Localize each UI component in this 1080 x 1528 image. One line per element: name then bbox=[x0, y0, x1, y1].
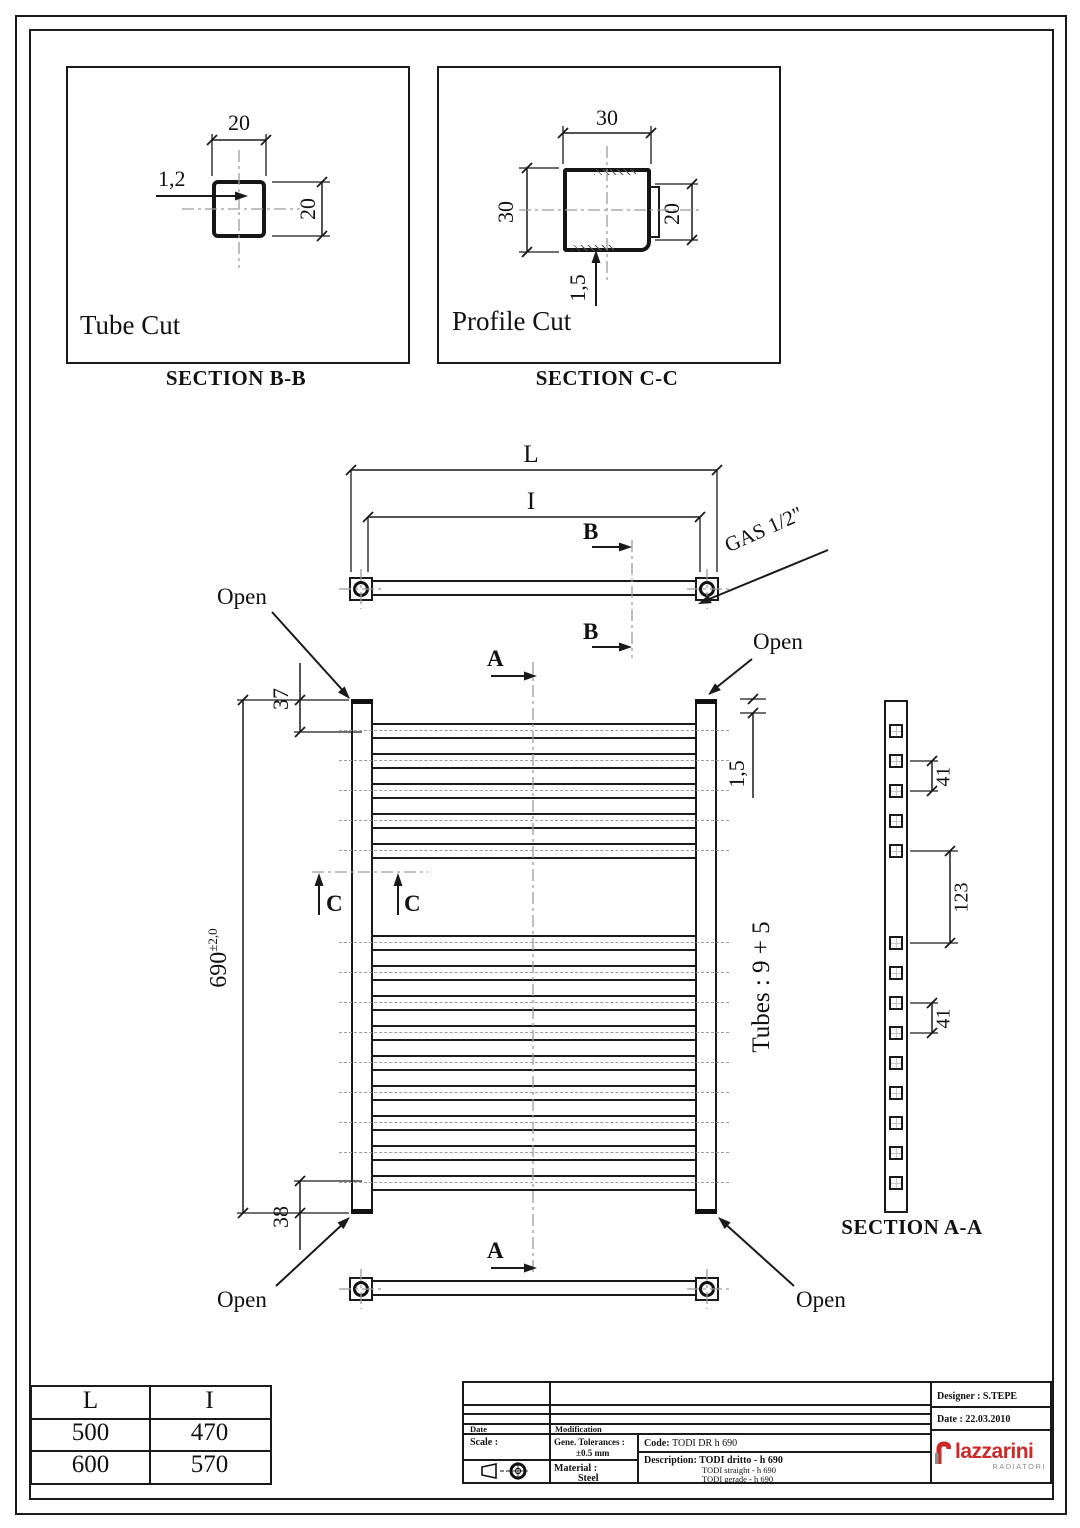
section-a-top-label: A bbox=[487, 646, 504, 671]
bb-wall-label: 1,2 bbox=[158, 166, 186, 191]
size-table-row: 500 bbox=[71, 1419, 110, 1446]
section-a-bottom-label: A bbox=[487, 1238, 504, 1263]
open-label-top-right: Open bbox=[753, 629, 803, 654]
logo-icon bbox=[934, 1440, 951, 1468]
section-b-bottom-label: B bbox=[583, 619, 599, 644]
bb-dim-top: 20 bbox=[228, 110, 250, 135]
section-b-arrow bbox=[619, 643, 632, 652]
tb-designer: Designer : S.TEPE bbox=[937, 1391, 1018, 1402]
gas-connection-label: GAS 1/2" bbox=[720, 501, 807, 558]
tubes-count-note: Tubes : 9 + 5 bbox=[748, 921, 775, 1053]
logo-text: lazzarini bbox=[955, 1440, 1034, 1463]
tube-cut-title: Tube Cut bbox=[80, 310, 181, 340]
tb-material-value: Steel bbox=[578, 1473, 599, 1484]
aa-dim-41-top: 41 bbox=[932, 766, 955, 787]
tb-scale-label: Scale : bbox=[470, 1437, 499, 1448]
tb-hline-designer bbox=[930, 1406, 1050, 1408]
cc-dim-left: 30 bbox=[493, 201, 518, 223]
tb-description-line2: TODI straight - h 690 bbox=[702, 1465, 776, 1475]
height-value: 690 bbox=[206, 951, 232, 988]
tb-material-label: Material : bbox=[554, 1463, 598, 1474]
leader-line bbox=[702, 550, 828, 602]
aa-dim-41-bottom: 41 bbox=[932, 1008, 955, 1029]
dim-wall-front-label: 1,5 bbox=[724, 760, 749, 788]
tb-tolerance-label: Gene. Tolerances : bbox=[554, 1437, 625, 1447]
aa-dim-123: 123 bbox=[950, 882, 973, 913]
wall-leader-arrow bbox=[592, 250, 601, 263]
size-table-row: 570 bbox=[190, 1451, 229, 1478]
tb-vline-b bbox=[637, 1433, 639, 1482]
projection-symbol-icon bbox=[476, 1462, 538, 1480]
tb-hline-4 bbox=[464, 1433, 930, 1435]
tb-description-line1: TODI dritto - h 690 bbox=[699, 1455, 783, 1466]
size-table bbox=[30, 1385, 272, 1485]
profile-cut-title: Profile Cut bbox=[452, 306, 572, 336]
tb-code-value: TODI DR h 690 bbox=[672, 1438, 738, 1449]
logo-gray-bar bbox=[935, 1453, 939, 1464]
tb-code-label: Code: bbox=[644, 1438, 670, 1449]
tb-description-label: Description: bbox=[644, 1455, 697, 1466]
section-b-top-label: B bbox=[583, 519, 599, 544]
section-a-arrow bbox=[524, 672, 537, 681]
title-block bbox=[462, 1381, 1052, 1484]
dim-I-label: I bbox=[526, 488, 536, 515]
tb-tolerance-value: ±0.5 mm bbox=[576, 1448, 610, 1458]
section-bb-caption: SECTION B-B bbox=[165, 366, 307, 390]
projection-cone bbox=[482, 1464, 496, 1478]
leader-line bbox=[272, 612, 346, 694]
gas-leader-arrow bbox=[698, 595, 712, 604]
section-b-arrow bbox=[619, 543, 632, 552]
section-c-arrow bbox=[394, 873, 403, 886]
tb-hline-1 bbox=[464, 1404, 930, 1406]
tb-hline-2 bbox=[464, 1413, 930, 1415]
section-cc-caption: SECTION C-C bbox=[535, 366, 679, 390]
tb-hline-scale bbox=[464, 1459, 637, 1461]
size-table-header-l: L bbox=[82, 1387, 99, 1414]
tb-doc-date: Date : 22.03.2010 bbox=[937, 1414, 1011, 1425]
open-label-bottom-left: Open bbox=[217, 1287, 267, 1312]
cc-wall-label: 1,5 bbox=[565, 274, 590, 302]
tb-hline-date bbox=[930, 1429, 1050, 1431]
tb-vline-c bbox=[930, 1383, 932, 1482]
section-a-arrow bbox=[524, 1264, 537, 1273]
open-label-top-left: Open bbox=[217, 584, 267, 609]
logo-red-curl bbox=[939, 1444, 949, 1464]
section-c-arrow bbox=[315, 873, 324, 886]
height-tolerance: ±2,0 bbox=[205, 928, 220, 952]
cc-dim-right: 20 bbox=[659, 203, 684, 225]
section-c-right-label: C bbox=[404, 891, 421, 916]
leader-line bbox=[722, 1221, 794, 1286]
wall-leader-arrow bbox=[235, 192, 248, 201]
leader-line bbox=[276, 1221, 346, 1286]
section-c-left-label: C bbox=[326, 891, 343, 916]
tb-date-label: Date bbox=[470, 1424, 487, 1434]
logo-subtext: RADIATORI bbox=[992, 1462, 1046, 1471]
bb-dim-right: 20 bbox=[295, 198, 320, 220]
company-logo bbox=[934, 1438, 1046, 1478]
tb-description-line3: TODI gerade - h 690 bbox=[702, 1474, 774, 1484]
size-table-row: 600 bbox=[71, 1451, 110, 1478]
size-table-row: 470 bbox=[190, 1419, 229, 1446]
dim-38-label: 38 bbox=[268, 1206, 293, 1228]
dim-37-label: 37 bbox=[268, 688, 293, 710]
dim-L-label: L bbox=[523, 441, 539, 468]
leader-line bbox=[712, 659, 752, 691]
tb-code bbox=[644, 1438, 737, 1449]
open-label-bottom-right: Open bbox=[796, 1287, 846, 1312]
tb-modification-label: Modification bbox=[555, 1424, 602, 1434]
tb-hline-3 bbox=[464, 1423, 930, 1425]
section-aa-caption: SECTION A-A bbox=[841, 1215, 983, 1239]
tb-hline-code bbox=[637, 1451, 930, 1453]
cc-dim-top: 30 bbox=[596, 105, 618, 130]
size-table-header-i: I bbox=[205, 1387, 214, 1414]
